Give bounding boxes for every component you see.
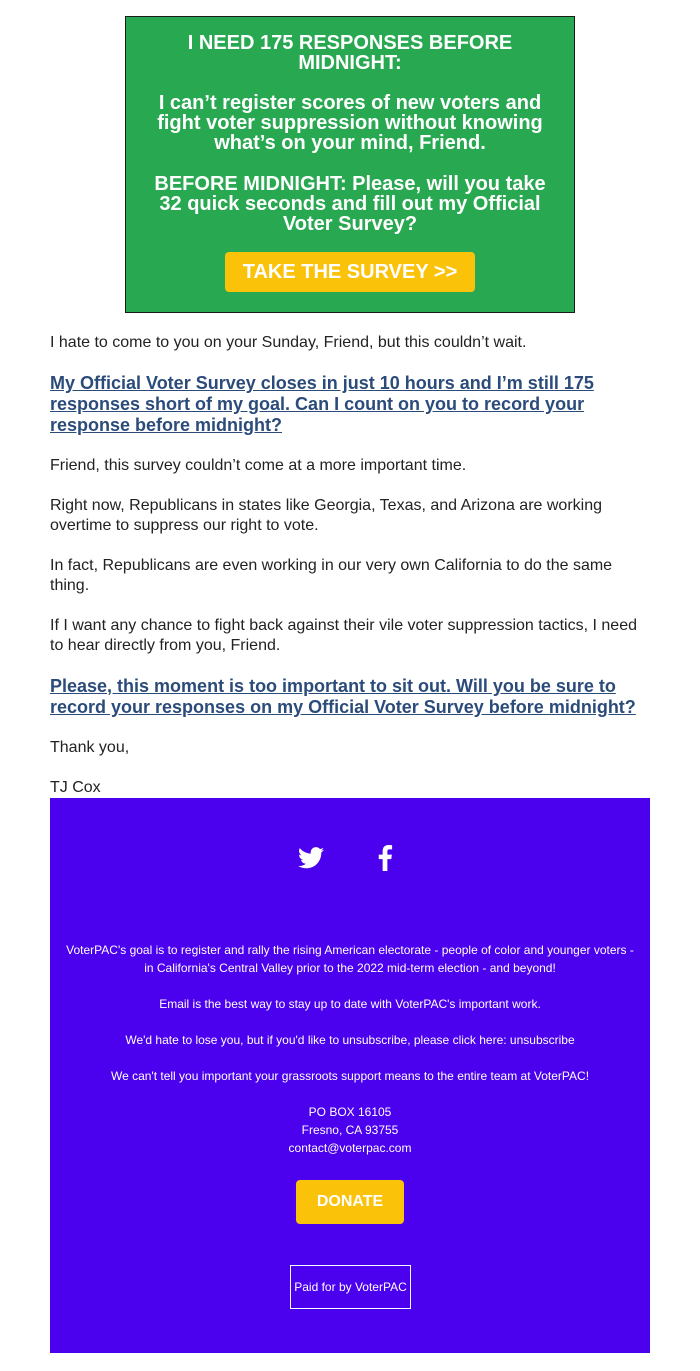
facebook-icon[interactable] [370,843,400,873]
footer-support-note: We can't tell you important your grassroots support means to the entire team at VoterPAC! [110,1069,590,1083]
survey-link-2[interactable]: Please, this moment is too important to sit out. Will you be sure to record your responses on my Official Voter Survey before midnight? [50,676,636,717]
letter-intro: I hate to come to you on your Sunday, Friend, but this couldn’t wait. [50,334,527,351]
callout-paragraph: BEFORE MIDNIGHT: Please, will you take 32 quick seconds and fill out my Official Voter Survey? [154,173,546,235]
letter-paragraph: Friend, this survey couldn’t come at a more important time. [50,457,467,474]
survey-callout-box [125,16,575,313]
footer-email-note: Email is the best way to stay up to date with VoterPAC's important work. [159,997,541,1011]
twitter-icon[interactable] [296,843,326,873]
footer-mission: VoterPAC's goal is to register and rally the rising American electorate - people of color and younger voters - in California's Central Valley prior to the 2022 mid-term election - and beyond! [66,943,634,975]
letter-paragraph: Right now, Republicans in states like Georgia, Texas, and Arizona are working overtime to suppress our right to vote. [50,497,603,534]
donate-button[interactable]: DONATE [296,1180,404,1224]
survey-link-1[interactable]: My Official Voter Survey closes in just 10 hours and I’m still 175 responses short of my goal. Can I count on you to record your response before midnight? [50,373,594,435]
letter-paragraph: In fact, Republicans are even working in our very own California to do the same thing. [50,557,613,594]
letter-signature: TJ Cox [50,779,101,796]
unsubscribe-prefix: We'd hate to lose you, but if you'd like to unsubscribe, please click here: [125,1033,510,1047]
footer-unsubscribe-line [50,1031,650,1049]
letter-paragraph: If I want any chance to fight back against their vile voter suppression tactics, I need to hear directly from you, Friend. [50,617,637,654]
unsubscribe-link[interactable]: unsubscribe [509,1033,575,1047]
footer [50,798,650,1353]
callout-paragraph: I can’t register scores of new voters and fight voter suppression without knowing what’s on your mind, Friend. [157,92,543,154]
take-survey-button[interactable]: TAKE THE SURVEY >> [225,252,475,292]
paid-for-disclaimer: Paid for by VoterPAC [290,1265,411,1309]
address-city: Fresno, CA 93755 [301,1123,399,1137]
letter-closing: Thank you, [50,739,130,756]
contact-email-link[interactable]: contact@voterpac.com [288,1141,412,1155]
callout-headline: I NEED 175 RESPONSES BEFORE MIDNIGHT: [187,32,513,74]
address-po-box: PO BOX 16105 [308,1105,392,1119]
